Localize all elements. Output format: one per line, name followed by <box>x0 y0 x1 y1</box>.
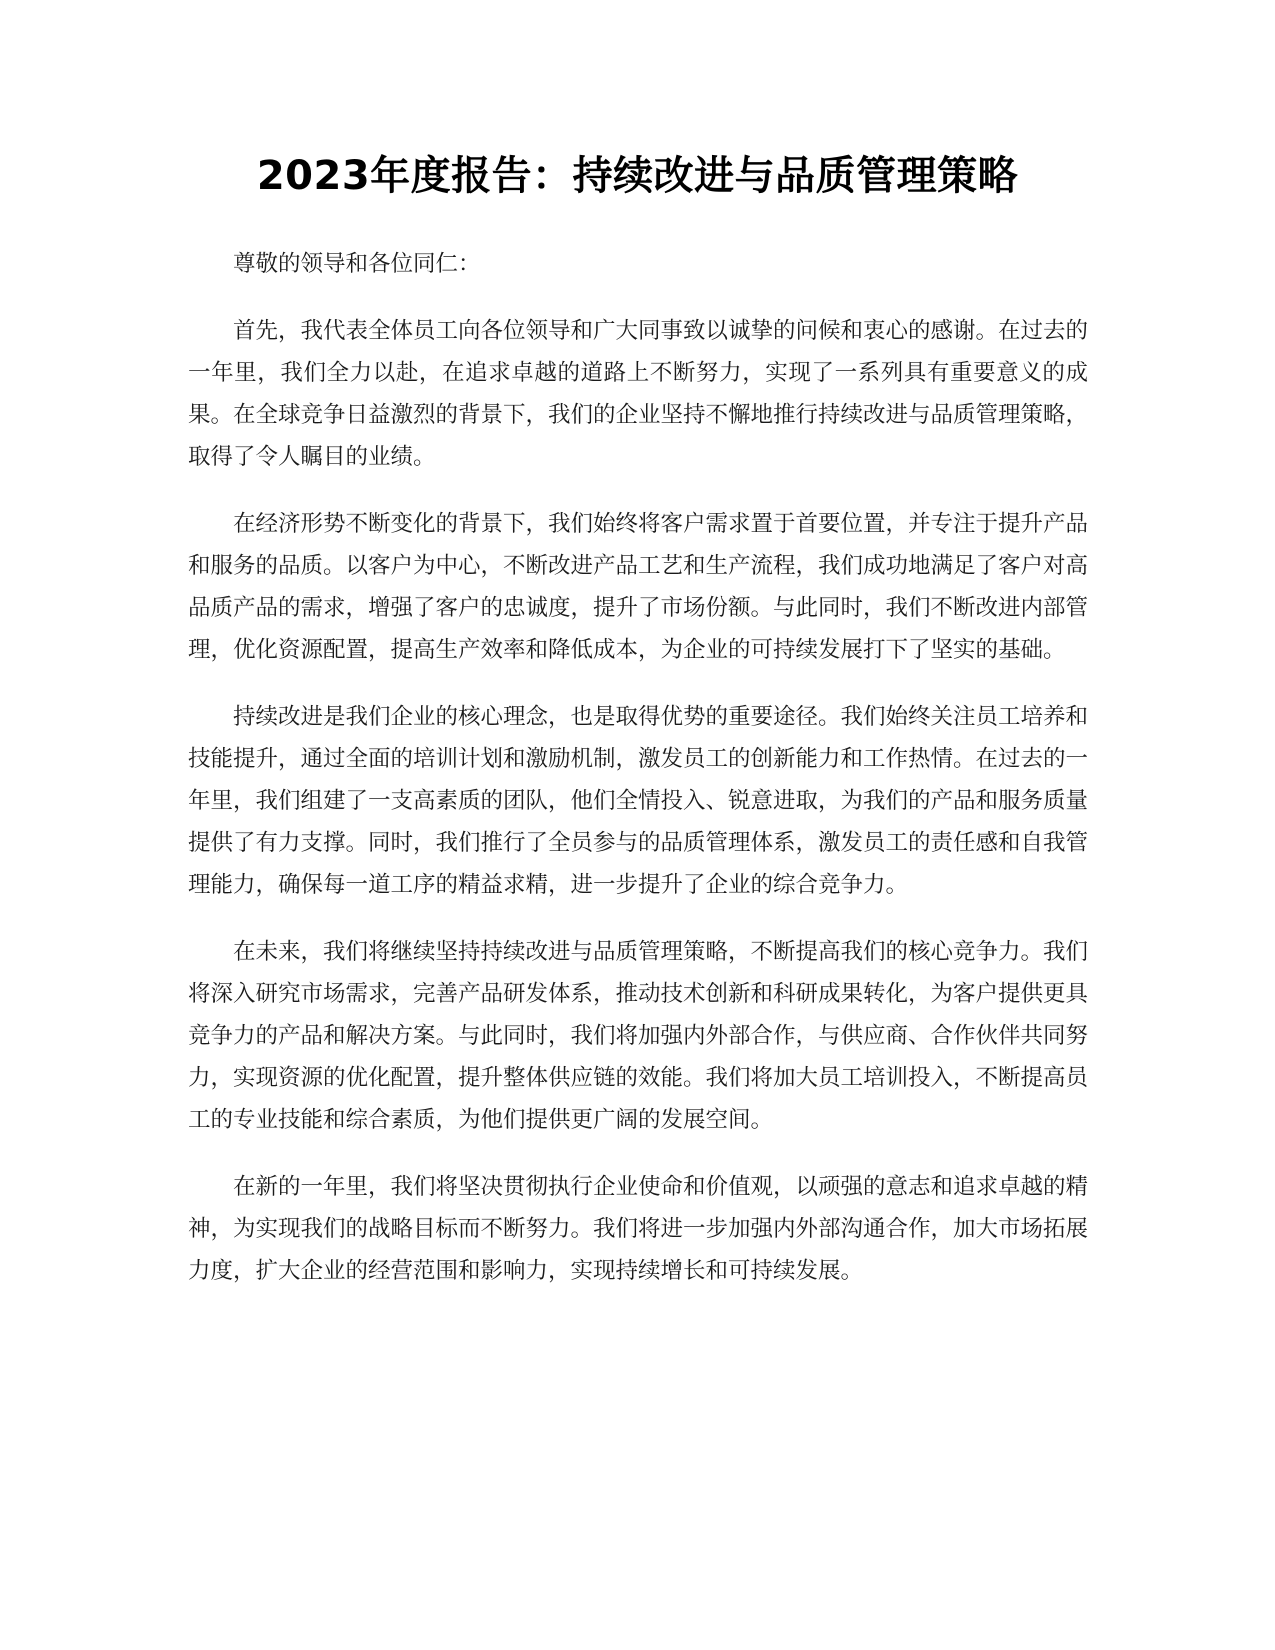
document-body <box>188 243 1088 1317</box>
paragraph-new-year: 在新的一年里，我们将坚决贯彻执行企业使命和价值观，以顽强的意志和追求卓越的精神，为实现我们的战略目标而不断努力。我们将进一步加强内外部沟通合作，加大市场拓展力度，扩大企业的经营范围和影响力，实现持续增长和可持续发展。 <box>188 1174 1089 1284</box>
document-title: 2023年度报告：持续改进与品质管理策略 <box>256 153 1019 199</box>
paragraph-customer-focus: 在经济形势不断变化的背景下，我们始终将客户需求置于首要位置，并专注于提升产品和服务的品质。以客户为中心，不断改进产品工艺和生产流程，我们成功地满足了客户对高品质产品的需求，增强了客户的忠诚度，提升了市场份额。与此同时，我们不断改进内部管理，优化资源配置，提高生产效率和降低成本，为企业的可持续发展打下了坚实的基础。 <box>188 511 1089 663</box>
paragraph-continuous-improvement: 持续改进是我们企业的核心理念，也是取得优势的重要途径。我们始终关注员工培养和技能提升，通过全面的培训计划和激励机制，激发员工的创新能力和工作热情。在过去的一年里，我们组建了一支高素质的团队，他们全情投入、锐意进取，为我们的产品和服务质量提供了有力支撑。同时，我们推行了全员参与的品质管理体系，激发员工的责任感和自我管理能力，确保每一道工序的精益求精，进一步提升了企业的综合竞争力。 <box>188 704 1089 898</box>
greeting: 尊敬的领导和各位同仁： <box>233 251 481 277</box>
paragraph-future: 在未来，我们将继续坚持持续改进与品质管理策略，不断提高我们的核心竞争力。我们将深入研究市场需求，完善产品研发体系，推动技术创新和科研成果转化，为客户提供更具竞争力的产品和解决方案。与此同时，我们将加强内外部合作，与供应商、合作伙伴共同努力，实现资源的优化配置，提升整体供应链的效能。我们将加大员工培训投入，不断提高员工的专业技能和综合素质，为他们提供更广阔的发展空间。 <box>188 939 1089 1133</box>
paragraph-intro: 首先，我代表全体员工向各位领导和广大同事致以诚挚的问候和衷心的感谢。在过去的一年里，我们全力以赴，在追求卓越的道路上不断努力，实现了一系列具有重要意义的成果。在全球竞争日益激烈的背景下，我们的企业坚持不懈地推行持续改进与品质管理策略，取得了令人瞩目的业绩。 <box>188 318 1089 470</box>
